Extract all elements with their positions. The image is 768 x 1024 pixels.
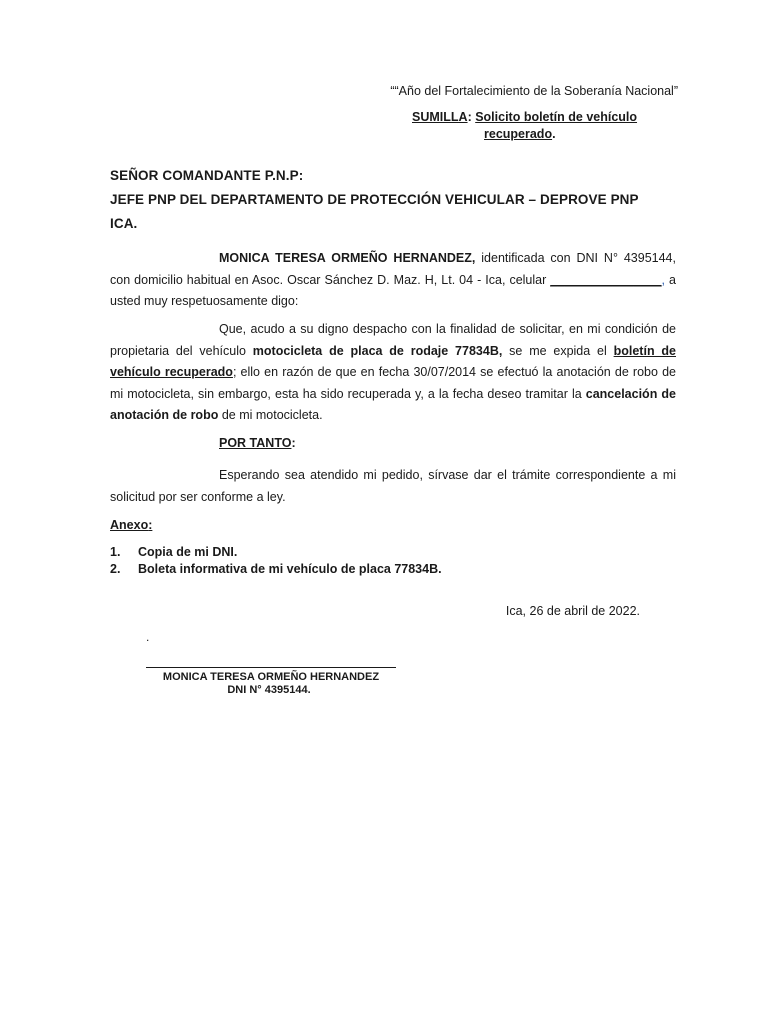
request-text-3: ; ello en razón de que en fecha 30/07/2014 se efectuó la anotación de robo de mi motocicleta, sin embargo, esta ha sido recuperada y, a la fecha deseo tramitar la: [110, 365, 676, 401]
sumilla-line2: recuperado: [484, 127, 553, 141]
sumilla-end: .: [552, 127, 556, 141]
annex-heading: [110, 518, 152, 532]
annex-title: Anexo: [110, 518, 149, 532]
signatory-name: MONICA TERESA ORMEÑO HERNANDEZ: [162, 671, 380, 683]
addressee-line-2: JEFE PNP DEL DEPARTAMENTO DE PROTECCIÓN VEHICULAR – DEPROVE PNP: [110, 192, 639, 207]
sumilla-label: SUMILLA: [412, 110, 468, 124]
intro-text-1: identificada con DNI N° 4395144, con domicilio habitual en Asoc. Oscar Sánchez D. Maz. H, Lt. 04 - Ica, celular: [110, 251, 676, 287]
request-text-1: Que, acudo a su digno despacho con la finalidad de solicitar, en mi condición de propietaria del vehículo: [110, 322, 676, 358]
year-motto: ““Año del Fortalecimiento de la Soberanía Nacional”: [390, 84, 678, 98]
sumilla-line1: Solicito boletín de vehículo: [475, 110, 638, 124]
request-text-2: se me expida el: [502, 343, 614, 358]
sumilla-colon: :: [467, 110, 476, 124]
document-date: Ica, 26 de abril de 2022.: [505, 604, 640, 618]
request-paragraph: [110, 319, 676, 427]
addressee-block: [110, 164, 690, 236]
vehicle-plate: motocicleta de placa de rodaje 77834B,: [252, 343, 503, 358]
phone-blank-mark: ,: [661, 272, 666, 287]
intro-text-2: a usted muy respetuosamente digo:: [110, 272, 676, 308]
annex-item-number: 2.: [110, 562, 121, 576]
petitioner-name: MONICA TERESA ORMEÑO HERNANDEZ,: [219, 251, 476, 265]
closing-paragraph: Esperando sea atendido mi pedido, sírvase dar el trámite correspondiente a mi solicitud por ser conforme a ley.: [110, 468, 676, 504]
por-tanto-heading: [219, 436, 296, 450]
por-tanto-colon: :: [291, 436, 296, 450]
addressee-line-3: ICA.: [110, 216, 138, 231]
annex-item-number: 1.: [110, 545, 121, 559]
cancellation-request: cancelación de anotación de robo: [110, 386, 676, 422]
annex-item-text: Copia de mi DNI.: [138, 545, 238, 559]
signature-line: [146, 667, 396, 668]
request-text-4: de mi motocicleta.: [218, 408, 323, 422]
intro-paragraph: [110, 248, 676, 313]
annex-colon: :: [148, 518, 153, 532]
por-tanto-label: POR TANTO: [219, 436, 292, 450]
annex-item: [110, 544, 442, 561]
addressee-line-1: SEÑOR COMANDANTE P.N.P:: [110, 168, 304, 183]
stray-dot: .: [146, 630, 150, 644]
annex-item: [110, 561, 442, 578]
annex-item-text: Boleta informativa de mi vehículo de placa 77834B.: [138, 562, 442, 576]
annex-list: [110, 544, 442, 578]
sumilla: [412, 109, 682, 143]
phone-blank: ________________: [550, 272, 662, 287]
requested-document: boletín de vehículo recuperado: [110, 343, 676, 379]
signatory-dni: DNI N° 4395144.: [227, 684, 311, 696]
